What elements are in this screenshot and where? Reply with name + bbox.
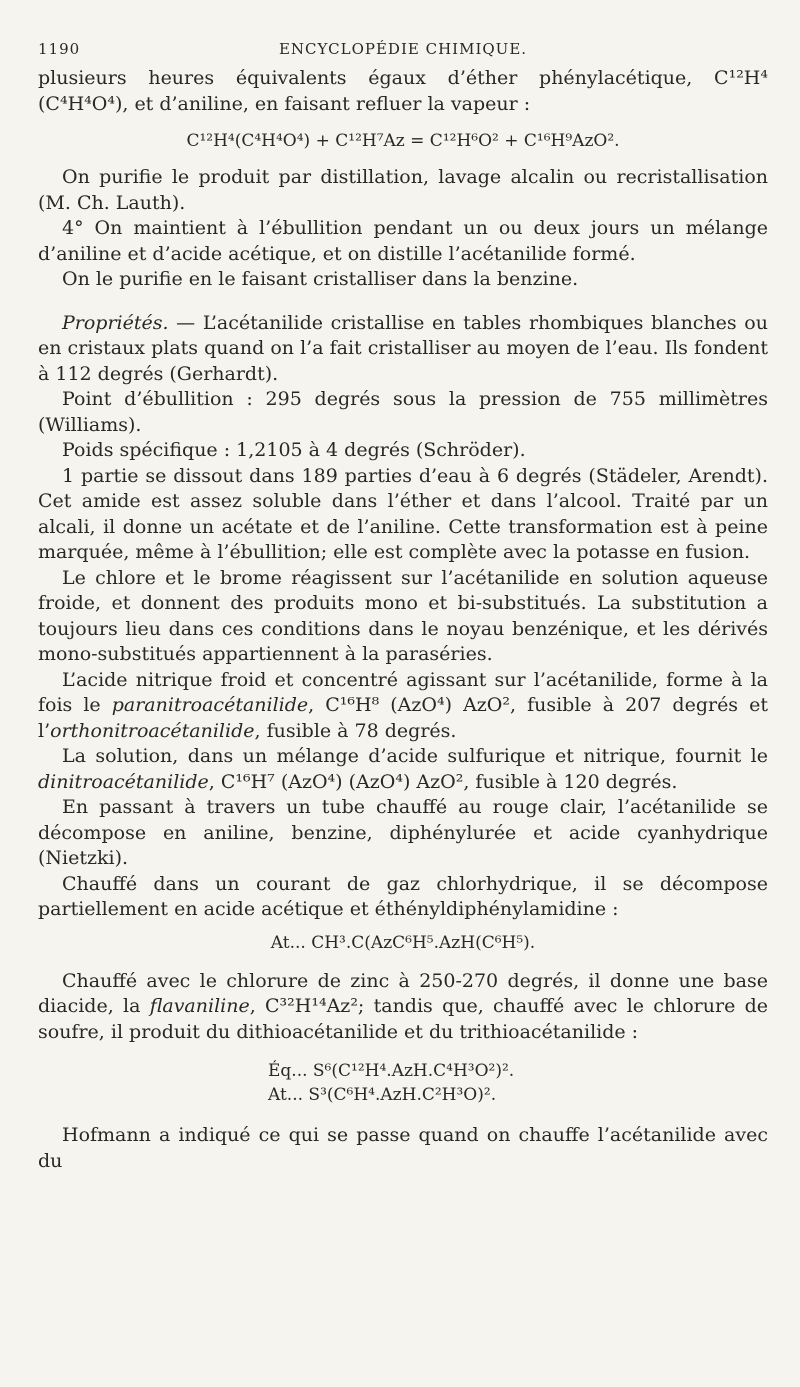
running-title: ENCYCLOPÉDIE CHIMIQUE. <box>278 40 528 58</box>
paragraph: Chauffé dans un courant de gaz chlorhydrique, il se décompose partiellement en acide acétique et éthényldiphénylamidine : <box>38 872 768 920</box>
paragraph: 1 partie se dissout dans 189 parties d’eau à 6 degrés (Städeler, Arendt). Cet amide est assez soluble dans l’éther et dans l’alcool. Traité par un alcali, il donne un acétate et de l’aniline. Cette transformation est à peine marquée, même à l’ébullition; elle est complète avec la potasse en fusion. <box>38 464 768 563</box>
paragraph: L’acide nitrique froid et concentré agissant sur l’acétanilide, forme à la fois le paranitroacétanilide, C¹⁶H⁸ (AzO⁴) AzO², fusible à 207 degrés et l’orthonitroacétanilide, fusible à 78 degrés. <box>38 668 768 742</box>
page-number: 1190 <box>38 40 81 58</box>
paragraph: 4° On maintient à l’ébullition pendant un ou deux jours un mélange d’aniline et d’acide acétique, et on distille l’acétanilide formé. <box>38 217 768 265</box>
compound-name: flavaniline <box>149 995 250 1017</box>
paragraph: Le chlore et le brome réagissent sur l’acétanilide en solution aqueuse froide, et donnent des produits mono et bi-substitués. La substitution a toujours lieu dans ces conditions dans le noyau benzénique, et les dérivés mono-substitués appartiennent à la paraséries. <box>38 566 768 665</box>
equivalent-formula: Éq... S⁶(C¹²H⁴.AzH.C⁴H³O²)². <box>268 1061 515 1081</box>
paragraph: plusieurs heures équivalents égaux d’éther phénylacétique, C¹²H⁴ (C⁴H⁴O⁴), et d’aniline, en faisant refluer la vapeur : <box>38 67 768 115</box>
paragraph: Point d’ébullition : 295 degrés sous la pression de 755 millimètres (Williams). <box>38 388 768 436</box>
paragraph: Chauffé avec le chlorure de zinc à 250-270 degrés, il donne une base diacide, la flavaniline, C³²H¹⁴Az²; tandis que, chauffé avec le chlorure de soufre, il produit du dithioacétanilide et du trithioacétanilide : <box>38 969 769 1043</box>
paragraph: Poids spécifique : 1,2105 à 4 degrés (Schröder). <box>62 439 526 461</box>
section-label: Propriétés. <box>62 311 169 334</box>
compound-name: dinitroacétanilide <box>38 770 209 793</box>
paragraph: On purifie le produit par distillation, lavage alcalin ou recristallisation (M. Ch. Lauth). <box>38 166 768 214</box>
atomic-formula: At... S³(C⁶H⁴.AzH.C²H³O)². <box>268 1085 497 1105</box>
compound-name: paranitroacétanilide <box>111 694 309 716</box>
reaction-formula: C¹²H⁴(C⁴H⁴O⁴) + C¹²H⁷Az = C¹²H⁶O² + C¹⁶H⁹AzO². <box>186 131 620 151</box>
formula-block <box>268 1059 768 1107</box>
page <box>38 40 768 1174</box>
page-header <box>38 40 768 66</box>
paragraph: On le purifie en le faisant cristalliser dans la benzine. <box>62 268 579 290</box>
atomic-formula: At... CH³.C(AzC⁶H⁵.AzH(C⁶H⁵). <box>270 932 536 953</box>
paragraph: En passant à travers un tube chauffé au rouge clair, l’acétanilide se décompose en aniline, benzine, diphénylurée et acide cyanhydrique (Nietzki). <box>38 796 768 869</box>
paragraph: Propriétés. — L’acétanilide cristallise en tables rhombiques blanches ou en cristaux plats quand on l’a fait cristalliser au moyen de l’eau. Ils fondent à 112 degrés (Gerhardt). <box>38 311 768 385</box>
paragraph: Hofmann a indiqué ce qui se passe quand on chauffe l’acétanilide avec du <box>38 1124 768 1172</box>
compound-name: orthonitroacétanilide <box>50 719 255 742</box>
paragraph: La solution, dans un mélange d’acide sulfurique et nitrique, fournit le dinitroacétanilide, C¹⁶H⁷ (AzO⁴) (AzO⁴) AzO², fusible à 120 degrés. <box>38 745 768 793</box>
